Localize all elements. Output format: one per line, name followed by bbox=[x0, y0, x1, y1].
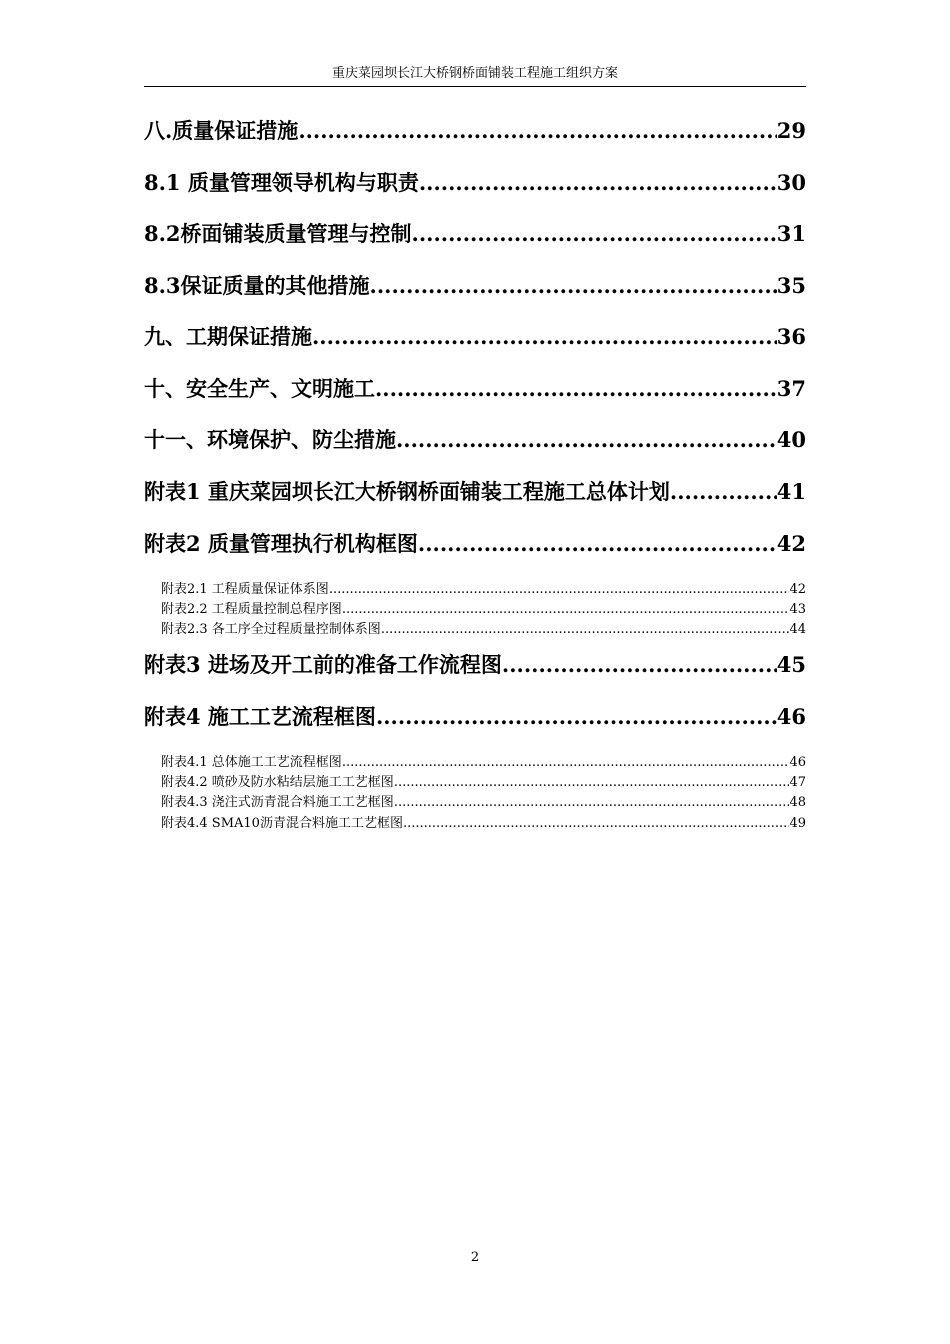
toc-entry[interactable] bbox=[144, 477, 806, 507]
dot-leader bbox=[376, 702, 777, 732]
toc-subentry[interactable] bbox=[161, 814, 806, 834]
toc-entry[interactable] bbox=[144, 374, 806, 404]
toc-entry-label: 8.2桥面铺装质量管理与控制 bbox=[144, 221, 412, 246]
dot-leader bbox=[394, 773, 790, 793]
dot-leader bbox=[329, 580, 790, 600]
toc-subentry-label: 附表4.4 SMA10沥青混合料施工工艺框图 bbox=[161, 816, 403, 831]
toc-entry-label: 8.1 质量管理领导机构与职责 bbox=[144, 170, 419, 195]
toc-subentry-page: 49 bbox=[789, 816, 806, 831]
toc-entry[interactable] bbox=[144, 219, 806, 249]
toc-entry[interactable] bbox=[144, 271, 806, 301]
toc-entry[interactable] bbox=[144, 116, 806, 146]
toc-entry-page: 31 bbox=[776, 221, 806, 246]
toc-subentry[interactable] bbox=[161, 620, 806, 640]
dot-leader bbox=[412, 219, 777, 249]
dot-leader bbox=[370, 271, 777, 301]
toc-subentry[interactable] bbox=[161, 773, 806, 793]
toc-entry-label: 附表2 质量管理执行机构框图 bbox=[144, 531, 418, 556]
toc-entry-page: 30 bbox=[776, 170, 806, 195]
toc-entry-page: 37 bbox=[776, 376, 806, 401]
toc-entry[interactable] bbox=[144, 529, 806, 559]
toc-entry[interactable] bbox=[144, 168, 806, 198]
page-number: 2 bbox=[470, 1250, 480, 1265]
dot-leader bbox=[419, 168, 777, 198]
toc-entry-label: 九、工期保证措施 bbox=[144, 324, 312, 349]
toc-subentry-page: 46 bbox=[789, 755, 806, 770]
toc-entry-label: 附表4 施工工艺流程框图 bbox=[144, 704, 376, 729]
toc-subentry-page: 47 bbox=[789, 775, 806, 790]
header-rule bbox=[144, 86, 806, 87]
running-header: 重庆菜园坝长江大桥钢桥面铺装工程施工组织方案 bbox=[331, 66, 618, 81]
toc-entry-page: 29 bbox=[776, 118, 806, 143]
toc-entry-label: 十、安全生产、文明施工 bbox=[144, 376, 375, 401]
dot-leader bbox=[375, 374, 777, 404]
dot-leader bbox=[394, 793, 790, 813]
dot-leader bbox=[342, 600, 790, 620]
toc-subentry-page: 43 bbox=[789, 602, 806, 617]
toc-entry[interactable] bbox=[144, 425, 806, 455]
toc-entry-page: 42 bbox=[776, 531, 806, 556]
toc-subentry-label: 附表4.3 浇注式沥青混合料施工工艺框图 bbox=[161, 795, 394, 810]
toc-entry-label: 八.质量保证措施 bbox=[144, 118, 299, 143]
toc-entry-page: 40 bbox=[776, 427, 806, 452]
toc-subentry[interactable] bbox=[161, 580, 806, 600]
dot-leader bbox=[403, 814, 789, 834]
dot-leader bbox=[381, 620, 790, 640]
dot-leader bbox=[312, 322, 777, 352]
toc-entry-page: 35 bbox=[776, 273, 806, 298]
toc-subentry-label: 附表4.1 总体施工工艺流程框图 bbox=[161, 755, 342, 770]
toc-entry[interactable] bbox=[144, 322, 806, 352]
toc-subentry-label: 附表2.1 工程质量保证体系图 bbox=[161, 582, 329, 597]
toc-entry-label: 8.3保证质量的其他措施 bbox=[144, 273, 370, 298]
toc-subentry-label: 附表2.2 工程质量控制总程序图 bbox=[161, 602, 342, 617]
toc-subentry-page: 42 bbox=[789, 582, 806, 597]
dot-leader bbox=[670, 477, 777, 507]
toc-entry-page: 41 bbox=[776, 479, 806, 504]
toc-subentry-label: 附表4.2 喷砂及防水粘结层施工工艺框图 bbox=[161, 775, 394, 790]
toc-entry-page: 36 bbox=[776, 324, 806, 349]
toc-subentry[interactable] bbox=[161, 753, 806, 773]
toc-entry[interactable] bbox=[144, 650, 806, 680]
toc-subentry-page: 44 bbox=[789, 622, 806, 637]
toc-entry-page: 46 bbox=[776, 704, 806, 729]
toc-entry[interactable] bbox=[144, 702, 806, 732]
toc-subentry-page: 48 bbox=[789, 795, 806, 810]
toc-entry-label: 附表3 进场及开工前的准备工作流程图 bbox=[144, 652, 502, 677]
dot-leader bbox=[342, 753, 790, 773]
toc-entry-label: 附表1 重庆菜园坝长江大桥钢桥面铺装工程施工总体计划 bbox=[144, 479, 670, 504]
dot-leader bbox=[502, 650, 777, 680]
toc-subentry[interactable] bbox=[161, 600, 806, 620]
dot-leader bbox=[298, 116, 776, 146]
toc-entry-page: 45 bbox=[776, 652, 806, 677]
toc-subentry[interactable] bbox=[161, 793, 806, 813]
dot-leader bbox=[418, 529, 777, 559]
dot-leader bbox=[396, 425, 777, 455]
toc-subentry-label: 附表2.3 各工序全过程质量控制体系图 bbox=[161, 622, 381, 637]
toc-entry-label: 十一、环境保护、防尘措施 bbox=[144, 427, 396, 452]
